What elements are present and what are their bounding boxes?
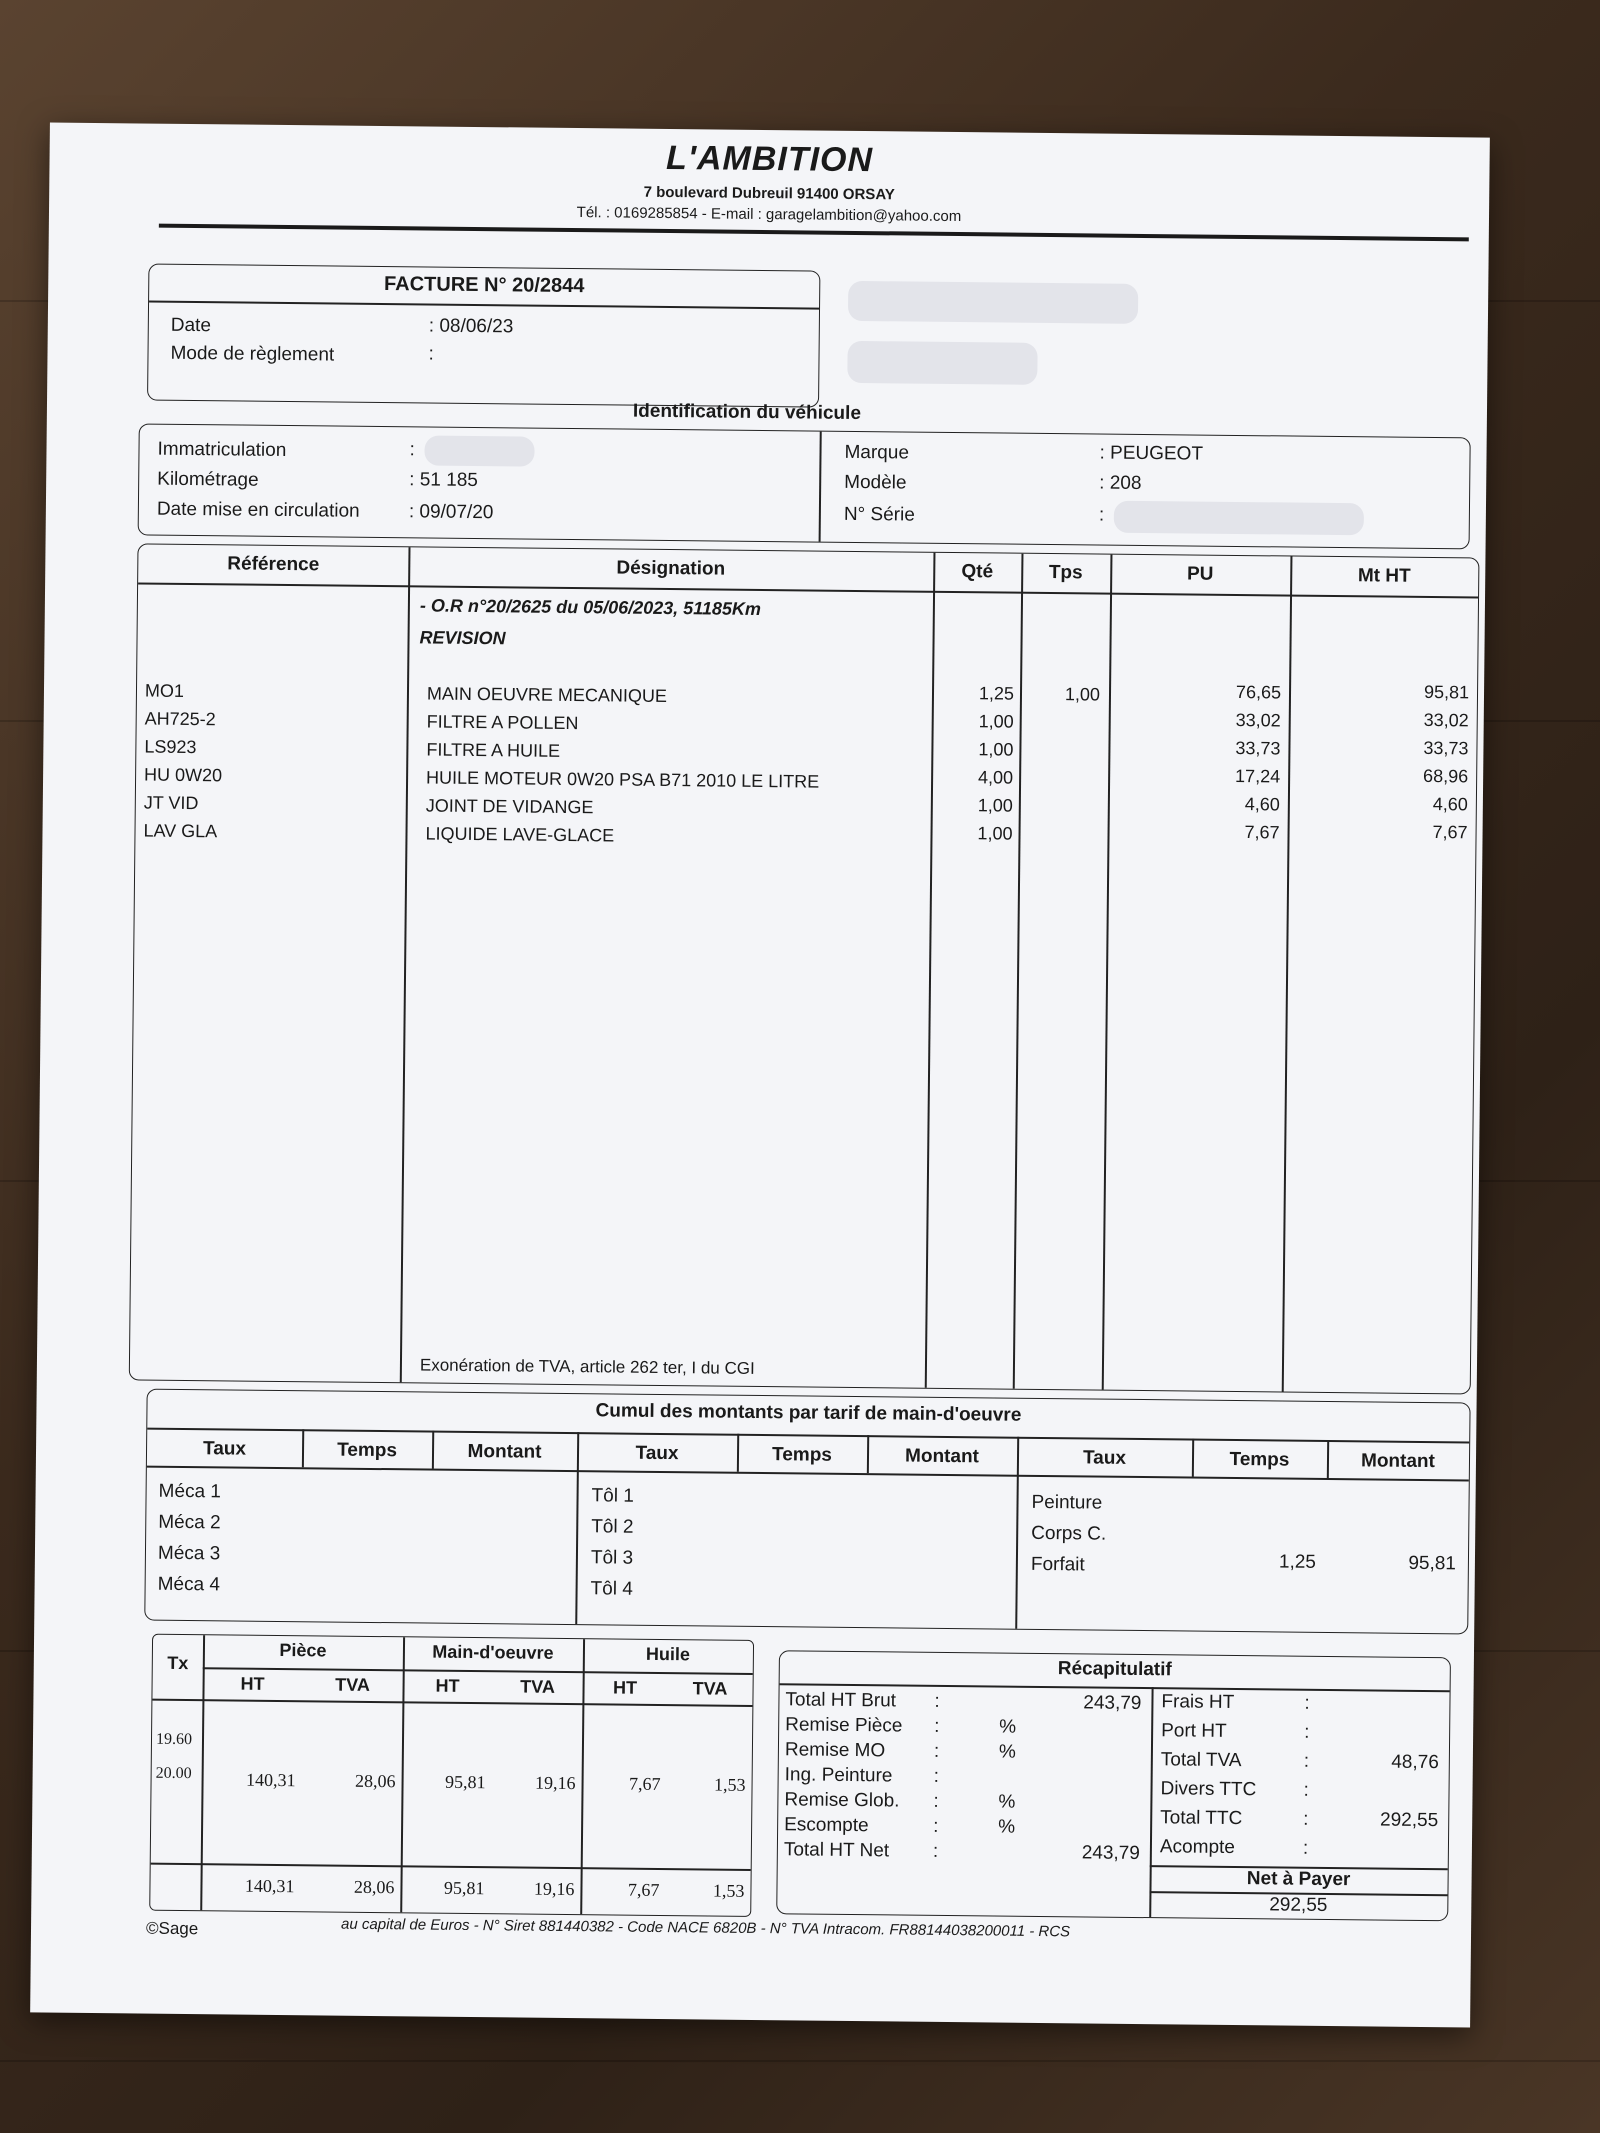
row-tps: 1,00 [1064,684,1101,705]
header-reference: Référence [227,553,320,576]
labor-meca-4: Méca 4 [157,1573,221,1596]
labor-meca-list [157,1476,221,1601]
row-tps [1020,740,1100,741]
row-tps [1019,824,1099,825]
recap-left-sep: : [933,1790,939,1812]
recap-right-label: Acompte [1159,1836,1236,1859]
vat-exemption-note: Exonération de TVA, article 262 ter, I du CGI [419,1355,755,1378]
labor-title: Cumul des montants par tarif de main-d'oeuvre [595,1400,1022,1426]
net-to-pay-label: Net à Payer [1246,1868,1351,1891]
vehicle-box [138,423,1471,549]
header-mt-ht: Mt HT [1357,565,1411,587]
row-pu: 4,60 [1244,794,1280,815]
recap-right-sep: : [1304,1721,1310,1743]
header-designation: Désignation [616,557,726,580]
row-qty: 1,25 [978,683,1015,704]
row-mt-ht: 95,81 [1423,681,1470,703]
tax-value: 7,67 [628,1773,661,1794]
row-designation: FILTRE A POLLEN [426,711,579,734]
order-type: REVISION [419,627,506,649]
row-mt-ht: 7,67 [1432,822,1468,843]
vehicle-section-title: Identification du véhicule [632,400,862,425]
labor-h-montant-2: Montant [904,1445,980,1468]
recap-left-label: Remise MO [784,1739,886,1762]
tax-subheader: HT [435,1675,460,1696]
recap-left-sep: : [934,1715,940,1737]
row-designation: HUILE MOTEUR 0W20 PSA B71 2010 LE LITRE [425,767,820,792]
tax-subheader: TVA [335,1674,371,1695]
recap-right-sep: : [1303,1779,1309,1801]
model-label: Modèle [844,471,907,494]
recap-right-value [1319,1722,1439,1723]
labor-tol-4: Tôl 4 [590,1578,633,1600]
model-value: : 208 [1099,472,1142,494]
circulation-label: Date mise en circulation [156,498,360,522]
row-pu: 17,24 [1235,765,1281,787]
row-pu: 33,73 [1235,737,1281,759]
labor-h-taux-1: Taux [202,1438,247,1460]
recap-left-label: Remise Pièce [785,1714,903,1737]
plate-label: Immatriculation [157,438,287,462]
recap-left-sep: : [933,1740,940,1762]
tax-group-piece: Pièce [279,1639,327,1661]
recap-right-label: Divers TTC [1160,1778,1257,1801]
labor-summary [144,1389,1470,1635]
tax-value: 1,53 [713,1774,746,1795]
labor-tol-list [590,1480,634,1604]
recap-right-label: Total TVA [1160,1749,1242,1772]
recap-right-value [1319,1780,1439,1781]
row-qty: 1,00 [977,823,1013,844]
recap-left-label: Total HT Brut [785,1689,897,1712]
labor-tol-3: Tôl 3 [590,1547,634,1569]
recap-left-value: 243,79 [1083,1692,1142,1715]
labor-other-labels [1031,1487,1107,1581]
recap-left-sep: : [932,1840,939,1862]
recap-right-sep: : [1303,1808,1309,1830]
tax-total: 7,67 [627,1879,660,1900]
order-note: - O.R n°20/2625 du 05/06/2023, 51185Km [419,595,762,619]
labor-meca-3: Méca 3 [157,1542,221,1565]
tax-rate-2: 20.00 [155,1764,192,1783]
labor-forfait-temps: 1,25 [1278,1551,1317,1573]
recap-right-label: Port HT [1161,1720,1227,1742]
row-reference: HU 0W20 [144,764,223,786]
plate-value: : [409,439,415,461]
recap-left-label: Remise Glob. [784,1789,900,1812]
company-header [49,133,1490,231]
serial-label: N° Série [843,503,915,526]
redacted-client-address [847,341,1037,385]
company-address: 7 boulevard Dubreuil 91400 ORSAY [643,183,895,204]
row-pu: 76,65 [1235,681,1282,703]
row-tps [1019,796,1099,797]
recap-left-label: Escompte [784,1814,869,1837]
row-reference: AH725-2 [144,708,216,730]
invoice-box [147,264,820,408]
labor-h-montant-1: Montant [467,1440,542,1463]
recap-left-sep: : [933,1815,939,1837]
row-mt-ht: 68,96 [1423,765,1469,787]
footer-legal: au capital de Euros - N° Siret 881440382 - Code NACE 6820B - N° TVA Intracom. FR88144038200011 - RCS [340,1915,1071,1941]
recap-right-value [1318,1838,1438,1839]
row-qty: 1,00 [978,739,1014,760]
tax-subheader: HT [612,1677,638,1698]
row-mt-ht: 33,02 [1423,709,1469,731]
row-qty: 1,00 [978,711,1014,732]
recap-left-pct: % [999,1716,1017,1738]
recap-right-sep: : [1304,1692,1310,1714]
row-pu: 7,67 [1244,822,1280,843]
tax-total: 95,81 [443,1877,485,1899]
invoice-paper [30,123,1490,2028]
net-to-pay-value: 292,55 [1269,1894,1328,1916]
recap-left-value [1009,1742,1141,1743]
labor-h-montant-3: Montant [1360,1450,1436,1473]
recap-left-pct: % [998,1791,1016,1813]
row-mt-ht: 33,73 [1423,737,1469,759]
circulation-value: : 09/07/20 [408,501,494,524]
labor-tol-1: Tôl 1 [591,1485,634,1507]
recap-left-label: Total HT Net [783,1839,890,1862]
recap-title: Récapitulatif [1057,1658,1172,1681]
recap-left-value [1009,1767,1141,1768]
tax-table [149,1634,754,1917]
row-reference: LAV GLA [143,820,218,842]
row-designation: FILTRE A HUILE [426,739,561,761]
labor-tol-2: Tôl 2 [591,1516,634,1538]
row-reference: JT VID [143,792,199,814]
labor-meca-2: Méca 2 [158,1511,221,1534]
brand-value: : PEUGEOT [1099,442,1204,465]
invoice-title: FACTURE N° 20/2844 [383,273,585,298]
recap-left-label: Ing. Peinture [784,1764,893,1787]
tax-value: 19,16 [534,1772,576,1794]
row-tps [1019,768,1099,769]
tax-subheader: TVA [692,1678,728,1699]
sage-mark: ©Sage [145,1918,199,1939]
tax-total: 1,53 [712,1880,745,1901]
labor-h-taux-3: Taux [1082,1447,1127,1469]
tax-subheader: TVA [520,1676,556,1697]
row-designation: LIQUIDE LAVE-GLACE [425,823,615,846]
recap-right-sep: : [1302,1837,1309,1859]
recap-right-value: 292,55 [1379,1809,1439,1832]
recap-box [776,1650,1451,1921]
recap-right-sep: : [1303,1750,1310,1772]
row-designation: JOINT DE VIDANGE [425,795,594,818]
header-qty: Qté [961,561,994,583]
tax-total: 28,06 [353,1876,395,1898]
row-reference: MO1 [144,680,185,701]
recap-right-value: 48,76 [1391,1751,1439,1774]
km-label: Kilométrage [157,468,259,491]
brand-label: Marque [844,441,910,464]
recap-left-value [1009,1792,1141,1793]
tax-rate-1: 19.60 [155,1730,193,1749]
recap-left-value: 243,79 [1081,1842,1140,1865]
recap-right-label: Frais HT [1161,1691,1235,1714]
labor-corps: Corps C. [1031,1522,1107,1545]
recap-left-sep: : [934,1690,940,1712]
date-label: Date [170,314,212,337]
redacted-client-name [848,281,1138,324]
labor-meca-1: Méca 1 [158,1480,222,1503]
labor-peinture: Peinture [1031,1491,1103,1514]
recap-right-label: Total TTC [1160,1807,1243,1830]
recap-left-value [1008,1817,1140,1818]
row-tps [1020,712,1100,713]
recap-left-pct: % [998,1816,1016,1838]
payment-value: : [428,343,434,365]
tax-value: 140,31 [245,1769,296,1791]
header-tps: Tps [1048,561,1083,584]
labor-h-temps-3: Temps [1229,1448,1290,1471]
serial-value: : [1098,504,1105,526]
recap-right-value [1320,1693,1440,1694]
row-pu: 33,02 [1235,709,1281,731]
tax-total: 140,31 [244,1875,295,1897]
row-qty: 1,00 [977,795,1013,816]
labor-h-taux-2: Taux [635,1442,679,1465]
tax-value: 28,06 [354,1770,396,1792]
km-value: : 51 185 [409,469,478,492]
row-reference: LS923 [144,736,197,758]
tax-subheader: HT [240,1673,265,1694]
recap-left-pct: % [998,1741,1016,1763]
tax-group-mo: Main-d'oeuvre [432,1641,554,1663]
row-qty: 4,00 [977,767,1014,788]
company-name: L'AMBITION [665,138,874,180]
payment-label: Mode de règlement [170,342,335,366]
recap-left-sep: : [933,1765,940,1787]
date-value: : 08/06/23 [428,315,514,338]
tax-group-huile: Huile [645,1643,691,1665]
labor-forfait: Forfait [1030,1553,1085,1576]
tax-value: 95,81 [444,1771,486,1793]
recap-left-value [1009,1717,1141,1718]
redacted-plate [424,435,534,466]
tax-tx-label: Tx [167,1652,189,1674]
row-mt-ht: 4,60 [1432,794,1468,815]
header-pu: PU [1186,563,1214,585]
redacted-serial [1114,501,1364,536]
labor-h-temps-2: Temps [771,1444,833,1466]
lines-table [129,543,1480,1394]
row-designation: MAIN OEUVRE MECANIQUE [426,683,668,707]
company-contact: Tél. : 0169285854 - E-mail : garagelambition@yahoo.com [576,204,962,226]
labor-forfait-montant: 95,81 [1408,1552,1457,1575]
labor-h-temps-1: Temps [337,1439,398,1462]
tax-total: 19,16 [533,1878,575,1900]
